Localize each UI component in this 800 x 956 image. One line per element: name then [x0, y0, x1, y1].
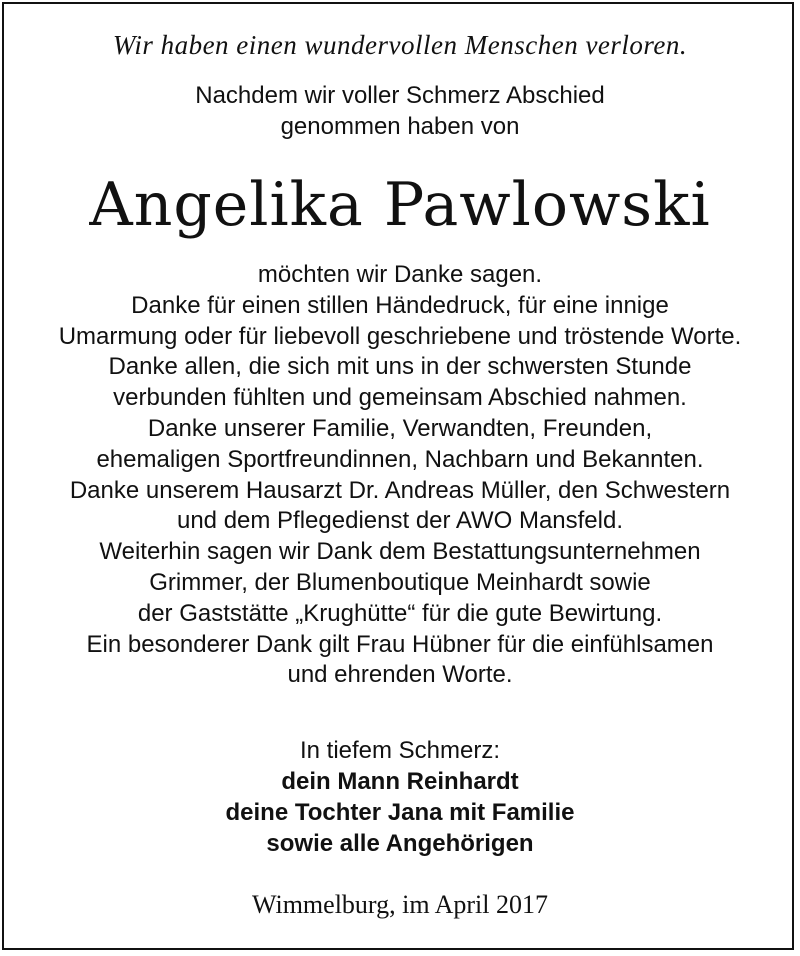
body-line: Danke unserer Familie, Verwandten, Freunden,: [147, 414, 653, 442]
signer-line: dein Mann Reinhardt: [281, 768, 519, 795]
signer-line: deine Tochter Jana mit Familie: [225, 799, 575, 826]
closing-section: [0, 735, 800, 859]
subtitle-line: Nachdem wir voller Schmerz Abschied: [195, 82, 605, 109]
subtitle: [0, 80, 800, 142]
signer-line: sowie alle Angehörigen: [266, 830, 534, 857]
body-line: der Gaststätte „Krughütte“ für die gute Bewirtung.: [137, 599, 663, 627]
body-line: und dem Pflegedienst der AWO Mansfeld.: [176, 507, 623, 535]
body-line: Danke allen, die sich mit uns in der schwersten Stunde: [108, 353, 692, 381]
body-line: Danke für einen stillen Händedruck, für eine innige: [131, 291, 669, 319]
body-line: Weiterhin sagen wir Dank dem Bestattungsunternehmen: [99, 538, 701, 566]
body-line: möchten wir Danke sagen.: [257, 261, 543, 288]
thanks-text: [0, 260, 800, 691]
body-line: ehemaligen Sportfreundinnen, Nachbarn und Bekannten.: [96, 445, 704, 473]
closing-heading: In tiefem Schmerz:: [299, 737, 501, 764]
body-line: Umarmung oder für liebevoll geschriebene und tröstende Worte.: [58, 322, 742, 350]
body-line: Ein besonderer Dank gilt Frau Hübner für die einfühlsamen: [86, 630, 714, 658]
place-date: Wimmelburg, im April 2017: [251, 890, 549, 919]
deceased-name: Angelika Pawlowski: [89, 170, 711, 240]
body-line: Grimmer, der Blumenboutique Meinhardt sowie: [149, 568, 651, 596]
body-line: Danke unserem Hausarzt Dr. Andreas Müller, den Schwestern: [69, 476, 731, 504]
subtitle-line: genommen haben von: [280, 113, 520, 140]
body-line: verbunden fühlten und gemeinsam Abschied nahmen.: [113, 384, 687, 412]
body-line: und ehrenden Worte.: [287, 661, 513, 689]
intro-line: Wir haben einen wundervollen Menschen verloren.: [112, 30, 688, 60]
